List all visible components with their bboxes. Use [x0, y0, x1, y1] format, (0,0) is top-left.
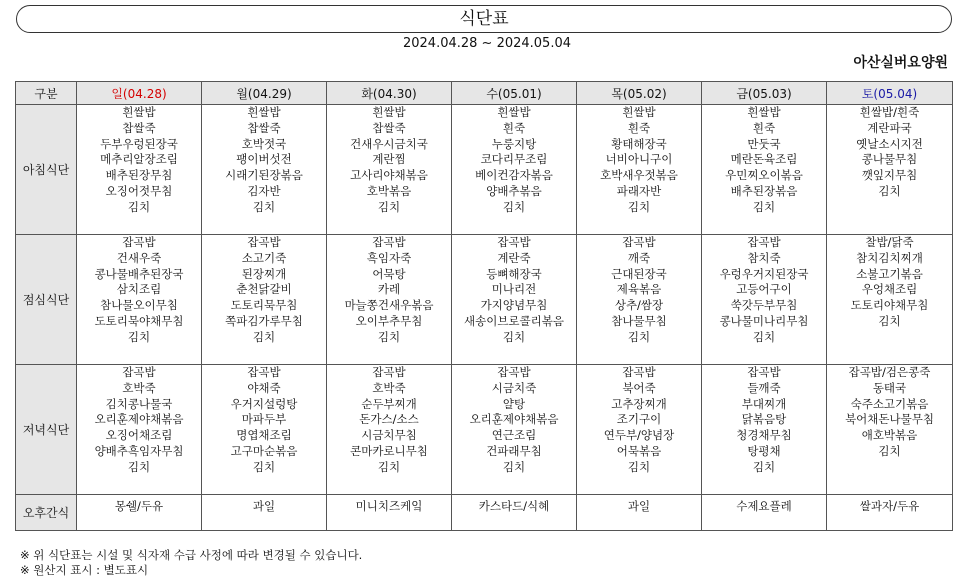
menu-item: 들깨죽	[747, 380, 781, 395]
menu-item: 순두부찌개	[361, 396, 417, 411]
meal-label-breakfast: 아침식단	[16, 105, 77, 235]
day-header-sat: 토(05.04)	[827, 82, 953, 105]
day-header-mon: 월(04.29)	[202, 82, 327, 105]
menu-item: 호박죽	[372, 380, 406, 395]
menu-item: 김치	[127, 329, 151, 344]
menu-cell	[202, 235, 327, 365]
menu-item: 김치	[627, 199, 651, 214]
menu-item: 김치	[627, 459, 651, 474]
meal-plan-table	[15, 81, 953, 531]
menu-item: 호박볶음	[366, 183, 412, 198]
menu-item: 파래자반	[616, 183, 662, 198]
menu-item: 참나물오이무침	[100, 298, 178, 313]
date-range: 2024.04.28 ~ 2024.05.04	[402, 36, 572, 51]
page-title: 식단표	[16, 5, 952, 33]
corner-header: 구분	[16, 82, 77, 105]
menu-item: 된장찌개	[241, 266, 287, 281]
menu-item: 김치	[127, 459, 151, 474]
menu-item: 애호박볶음	[861, 428, 918, 443]
menu-item: 깻잎지무침	[861, 168, 918, 183]
menu-item: 코다리무조림	[480, 152, 548, 167]
menu-item: 소불고기볶음	[856, 266, 923, 281]
menu-cell	[702, 365, 827, 495]
menu-cell	[77, 235, 202, 365]
menu-item: 잡곡밥	[122, 365, 156, 379]
menu-item: 가지양념무침	[480, 298, 548, 313]
menu-item: 건파래무침	[486, 443, 542, 458]
meal-label-snack: 오후간식	[16, 495, 77, 531]
menu-item: 북어죽	[622, 380, 656, 395]
menu-item: 김치	[252, 459, 276, 474]
menu-item: 오징어젓무침	[105, 183, 173, 198]
menu-item: 깨죽	[627, 250, 651, 265]
menu-item: 찹쌀죽	[372, 120, 406, 135]
menu-cell	[452, 495, 577, 531]
menu-item: 고추장찌개	[611, 396, 667, 411]
menu-cell	[577, 365, 702, 495]
menu-item: 흰쌀밥/흰죽	[859, 105, 920, 119]
day-header-wed: 수(05.01)	[452, 82, 577, 105]
menu-item: 계란찜	[372, 152, 406, 167]
menu-item: 김치	[878, 443, 901, 458]
menu-item: 참치죽	[747, 250, 781, 265]
menu-item: 누룽지탕	[491, 136, 537, 151]
menu-item: 콩나물미나리무침	[719, 313, 809, 328]
menu-item: 쪽파김가루무침	[225, 313, 303, 328]
menu-cell	[827, 105, 953, 235]
menu-item: 잡곡밥/검은콩죽	[848, 365, 931, 379]
menu-item: 잡곡밥	[497, 235, 531, 249]
menu-item: 김치	[127, 199, 151, 214]
menu-item: 춘천닭갈비	[236, 282, 292, 297]
menu-item: 과일	[627, 499, 651, 513]
day-header-sun: 일(04.28)	[77, 82, 202, 105]
menu-item: 흰죽	[627, 120, 651, 135]
menu-item: 시래기된장볶음	[225, 168, 303, 183]
menu-item: 건새우시금치국	[350, 136, 428, 151]
menu-item: 계란파국	[867, 120, 912, 135]
menu-item: 호박젓국	[241, 136, 287, 151]
menu-cell	[577, 235, 702, 365]
menu-item: 흰죽	[502, 120, 526, 135]
menu-item: 도토리묵야채무침	[94, 313, 184, 328]
facility-name: 아산실버요양원	[853, 55, 948, 71]
menu-item: 콩나물배추된장국	[94, 266, 184, 281]
menu-cell	[77, 105, 202, 235]
menu-item: 두부우렁된장국	[100, 136, 178, 151]
menu-item: 미나리전	[491, 282, 537, 297]
table-header-row	[16, 82, 953, 105]
menu-cell	[452, 105, 577, 235]
menu-item: 김자반	[247, 183, 281, 198]
menu-item: 흰쌀밥	[372, 105, 406, 119]
menu-cell	[702, 495, 827, 531]
menu-item: 북어채돈나물무침	[845, 412, 934, 427]
menu-cell	[452, 235, 577, 365]
menu-item: 과일	[252, 499, 276, 513]
menu-item: 청경채무침	[736, 428, 792, 443]
menu-item: 카스타드/식혜	[478, 499, 550, 513]
menu-item: 등뼈해장국	[486, 266, 542, 281]
menu-item: 흰쌀밥	[622, 105, 656, 119]
menu-item: 어묵볶음	[616, 443, 662, 458]
menu-item: 김치	[502, 329, 526, 344]
menu-item: 연두부/양념장	[603, 428, 675, 443]
menu-item: 팽이버섯전	[236, 152, 292, 167]
menu-item: 김치	[502, 199, 526, 214]
menu-item: 연근조림	[491, 428, 537, 443]
menu-item: 동태국	[872, 380, 907, 395]
menu-item: 잡곡밥	[247, 365, 281, 379]
menu-item: 흰쌀밥	[247, 105, 281, 119]
menu-item: 야채죽	[247, 380, 281, 395]
menu-item: 쌀과자/두유	[859, 499, 920, 513]
menu-item: 우엉채조림	[861, 282, 918, 297]
menu-item: 흰쌀밥	[122, 105, 156, 119]
menu-item: 마늘쫑건새우볶음	[344, 298, 434, 313]
menu-item: 조기구이	[616, 412, 662, 427]
menu-item: 마파두부	[241, 412, 287, 427]
menu-cell	[202, 495, 327, 531]
menu-item: 오리훈제야채볶음	[469, 412, 559, 427]
menu-item: 김치콩나물국	[105, 396, 173, 411]
menu-item: 김치	[878, 183, 901, 198]
menu-item: 흰쌀밥	[747, 105, 781, 119]
menu-cell	[202, 105, 327, 235]
menu-item: 우거지설렁탕	[230, 396, 298, 411]
menu-cell	[77, 495, 202, 531]
menu-item: 찹쌀죽	[122, 120, 156, 135]
menu-item: 우민찌오이볶음	[725, 168, 803, 183]
menu-item: 카레	[377, 282, 401, 297]
meal-label-dinner: 저녁식단	[16, 365, 77, 495]
menu-item: 제육볶음	[616, 282, 662, 297]
menu-item: 얄탕	[502, 396, 526, 411]
menu-item: 참나물무침	[611, 313, 667, 328]
menu-item: 참치김치찌개	[856, 250, 923, 265]
menu-item: 도토리묵무침	[230, 298, 298, 313]
menu-item: 잡곡밥	[747, 365, 781, 379]
meal-row-snack	[16, 495, 953, 531]
menu-item: 오이부추무침	[355, 313, 423, 328]
day-header-thu: 목(05.02)	[577, 82, 702, 105]
menu-item: 만둣국	[747, 136, 781, 151]
menu-item: 잡곡밥	[622, 365, 656, 379]
menu-item: 탕평채	[747, 443, 781, 458]
menu-item: 부대찌개	[741, 396, 787, 411]
menu-item: 잡곡밥	[372, 365, 406, 379]
menu-cell	[827, 365, 953, 495]
menu-item: 너비아니구이	[605, 152, 673, 167]
menu-item: 닭볶음탕	[741, 412, 787, 427]
menu-item: 잡곡밥	[622, 235, 656, 249]
menu-item: 잡곡밥	[122, 235, 156, 249]
menu-cell	[327, 365, 452, 495]
menu-item: 근대된장국	[611, 266, 667, 281]
menu-item: 양배추흑임자무침	[94, 443, 184, 458]
menu-item: 쑥갓두부무침	[730, 298, 798, 313]
menu-item: 메란돈육조림	[730, 152, 798, 167]
menu-item: 콩나물무침	[861, 152, 918, 167]
menu-item: 미니치즈케잌	[355, 499, 423, 513]
menu-item: 배추된장무침	[105, 168, 173, 183]
menu-item: 오리훈제야채볶음	[94, 412, 184, 427]
menu-item: 찹쌀죽	[247, 120, 281, 135]
menu-item: 김치	[752, 329, 776, 344]
menu-cell	[702, 235, 827, 365]
menu-item: 김치	[502, 459, 526, 474]
menu-item: 몽쉘/두유	[114, 499, 164, 513]
meal-row-lunch	[16, 235, 953, 365]
menu-cell	[702, 105, 827, 235]
meal-label-lunch: 점심식단	[16, 235, 77, 365]
menu-item: 김치	[377, 459, 401, 474]
menu-item: 수제요플레	[736, 499, 792, 513]
menu-cell	[327, 105, 452, 235]
menu-item: 콘마카로니무침	[350, 443, 428, 458]
menu-item: 잡곡밥	[247, 235, 281, 249]
menu-cell	[827, 495, 953, 531]
menu-item: 김치	[377, 329, 401, 344]
menu-item: 김치	[878, 313, 901, 328]
menu-item: 잡곡밥	[372, 235, 406, 249]
menu-item: 고구마순볶음	[230, 443, 298, 458]
menu-item: 김치	[252, 199, 276, 214]
menu-item: 숙주소고기볶음	[850, 396, 929, 411]
menu-item: 김치	[752, 459, 776, 474]
menu-item: 잡곡밥	[497, 365, 531, 379]
menu-item: 고등어구이	[736, 282, 792, 297]
menu-item: 어묵탕	[372, 266, 406, 281]
menu-cell	[327, 495, 452, 531]
menu-item: 우렁우거지된장국	[719, 266, 809, 281]
menu-item: 계란죽	[497, 250, 531, 265]
meal-row-dinner	[16, 365, 953, 495]
menu-item: 상추/쌈장	[614, 298, 664, 313]
menu-item: 황태해장국	[611, 136, 667, 151]
menu-item: 베이컨감자볶음	[475, 168, 553, 183]
menu-cell	[327, 235, 452, 365]
menu-item: 소고기죽	[241, 250, 287, 265]
menu-cell	[577, 495, 702, 531]
day-header-tue: 화(04.30)	[327, 82, 452, 105]
menu-item: 옛날소시지전	[856, 136, 923, 151]
menu-item: 오징어채조림	[105, 428, 173, 443]
menu-item: 메추리알장조림	[100, 152, 178, 167]
menu-item: 찰밥/닭죽	[865, 235, 914, 249]
menu-cell	[577, 105, 702, 235]
menu-item: 잡곡밥	[747, 235, 781, 249]
menu-item: 배추된장볶음	[730, 183, 798, 198]
menu-cell	[202, 365, 327, 495]
menu-cell	[452, 365, 577, 495]
menu-item: 흰쌀밥	[497, 105, 531, 119]
menu-cell	[827, 235, 953, 365]
day-header-fri: 금(05.03)	[702, 82, 827, 105]
note-change: ※ 위 식단표는 시설 및 식자재 수급 사정에 따라 변경될 수 있습니다.	[20, 548, 363, 562]
menu-item: 김치	[377, 199, 401, 214]
menu-item: 새송이브로콜리볶음	[464, 313, 564, 328]
menu-item: 고사리야채볶음	[350, 168, 428, 183]
menu-item: 돈가스/소스	[359, 412, 419, 427]
menu-item: 명엽채조림	[236, 428, 292, 443]
menu-item: 호박새우젓볶음	[600, 168, 678, 183]
menu-item: 도토리야채무침	[850, 298, 929, 313]
menu-item: 호박죽	[122, 380, 156, 395]
menu-cell	[77, 365, 202, 495]
menu-item: 김치	[627, 329, 651, 344]
menu-item: 양배추볶음	[486, 183, 542, 198]
meal-row-breakfast	[16, 105, 953, 235]
menu-item: 건새우죽	[116, 250, 162, 265]
menu-item: 시금치죽	[491, 380, 537, 395]
menu-item: 삼치조림	[116, 282, 162, 297]
note-origin: ※ 원산지 표시 : 별도표시	[20, 563, 149, 577]
menu-item: 흰죽	[752, 120, 776, 135]
menu-item: 시금치무침	[361, 428, 417, 443]
menu-item: 김치	[752, 199, 776, 214]
menu-item: 흑임자죽	[366, 250, 412, 265]
menu-item: 김치	[252, 329, 276, 344]
